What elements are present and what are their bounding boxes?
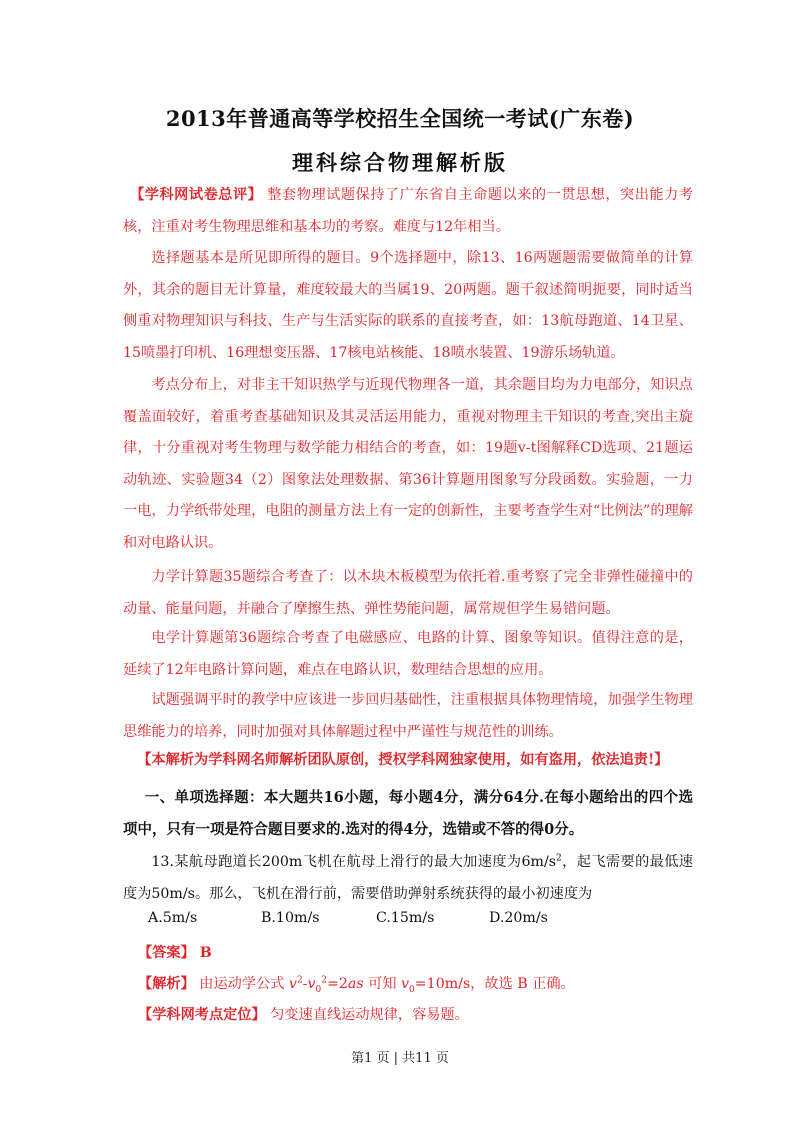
- question-stem-part-a: 13.某航母跑道长200m飞机在航母上滑行的最大加速度为6m/s: [151, 854, 557, 870]
- paragraph-electricity-question: 电学计算题第36题综合考查了电磁感应、电路的计算、图象等知识。值得注意的是，延续了12年电路计算问题，难点在电路认识，数理结合思想的应用。: [123, 630, 693, 678]
- formula-minus: -: [302, 976, 308, 992]
- question-stem-superscript: 2: [556, 853, 562, 864]
- option-b: B.10m/s: [261, 910, 320, 926]
- formula-as: as: [347, 976, 364, 992]
- analysis-post: =10m/s，故选 B 正确。: [414, 976, 575, 992]
- keypoint-label: 【学科网考点定位】: [138, 1007, 266, 1023]
- summary-text: 整套物理试题保持了广东省自主命题以来的一贯思想，突出能力考核，注重对考生物理思维和基本功的考察。难度与12年相当。: [123, 187, 693, 235]
- summary-paragraph: [123, 180, 693, 243]
- document-title: 2013年普通高等学校招生全国统一考试(广东卷): [165, 106, 635, 131]
- section-heading: 一、单项选择题：本大题共16小题，每小题4分，满分64分.在每小题给出的四个选项中，只有一项是符合题目要求的.选对的得4分，选错或不答的得0分。: [123, 789, 693, 838]
- answer-line: [138, 942, 212, 962]
- formula-sup2: 2: [321, 975, 327, 986]
- paragraph-teaching-advice: 试题强调平时的教学中应该进一步回归基础性，注重根据具体物理情境，加强学生物理思维能力的培养，同时加强对具体解题过程中严谨性与规范性的训练。: [123, 692, 693, 740]
- answer-value: B: [194, 945, 212, 961]
- option-a: A.5m/s: [148, 910, 198, 926]
- question-13-stem: [123, 846, 693, 910]
- summary-label: 【学科网试卷总评】: [130, 187, 263, 203]
- question-stem-part-b: ，起飞需要的最低速度为50m/s。那么，飞机在滑行前，需要借助弹射系统获得的最小初速度为: [123, 854, 693, 902]
- option-d: D.20m/s: [489, 910, 548, 926]
- analysis-label: 【解析】: [138, 976, 195, 992]
- formula-v0: v: [307, 976, 316, 992]
- page-footer: 第1 页 | 共11 页: [351, 1051, 449, 1066]
- analysis-mid: 可知: [363, 976, 402, 992]
- keypoint-text: 匀变速直线运动规律，容易题。: [265, 1007, 469, 1023]
- formula-sup1: 2: [296, 975, 303, 986]
- formula-sub0: 0: [315, 984, 322, 995]
- paragraph-topic-distribution: 考点分布上，对非主干知识热学与近现代物理各一道，其余题目均为力电部分，知识点覆盖面较好，着重考查基础知识及其灵活运用能力，重视对物理主干知识的考查,突出主旋律，十分重视对考生物理与数学能力相结合的考查，如：19题v-t图解释CD选项、21题运动轨迹、实验题34（2）图象法处理数据、第36计算题用图象写分段函数。实验题，一力一电，力学纸带处理，电阻的测量方法上有一定的创新性，主要考查学生对“比例法”的理解和对电路认识。: [123, 377, 693, 551]
- option-c: C.15m/s: [376, 910, 435, 926]
- formula-v: v: [288, 976, 297, 992]
- keypoint-line: [138, 1004, 469, 1024]
- copyright-notice: 【本解析为学科网名师解析团队原创，授权学科网独家使用，如有盗用，依法追责!】: [137, 752, 669, 768]
- document-subtitle: 理科综合物理解析版: [292, 150, 508, 175]
- analysis-line: [138, 973, 575, 993]
- paragraph-choice-overview: 选择题基本是所见即所得的题目。9个选择题中，除13、16两题题需要做简单的计算外，其余的题目无计算量，难度较最大的当属19、20两题。题干叙述简明扼要，同时适当侧重对物理知识与科技、生产与生活实际的联系的直接考查，如：13航母跑道、14卫星、15喷墨打印机、16理想变压器、17核电站核能、18喷水装置、19游乐场轨道。: [123, 250, 693, 361]
- formula-eq: =2: [326, 976, 348, 992]
- paragraph-mechanics-question: 力学计算题35题综合考查了：以木块木板模型为依托着.重考察了完全非弹性碰撞中的动量、能量问题，并融合了摩擦生热、弹性势能问题，属常规但学生易错问题。: [123, 569, 693, 617]
- answer-label: 【答案】: [138, 945, 195, 961]
- analysis-pre: 由运动学公式: [194, 976, 289, 992]
- formula-sub0b: 0: [409, 984, 415, 995]
- formula-v0b: v: [401, 976, 410, 992]
